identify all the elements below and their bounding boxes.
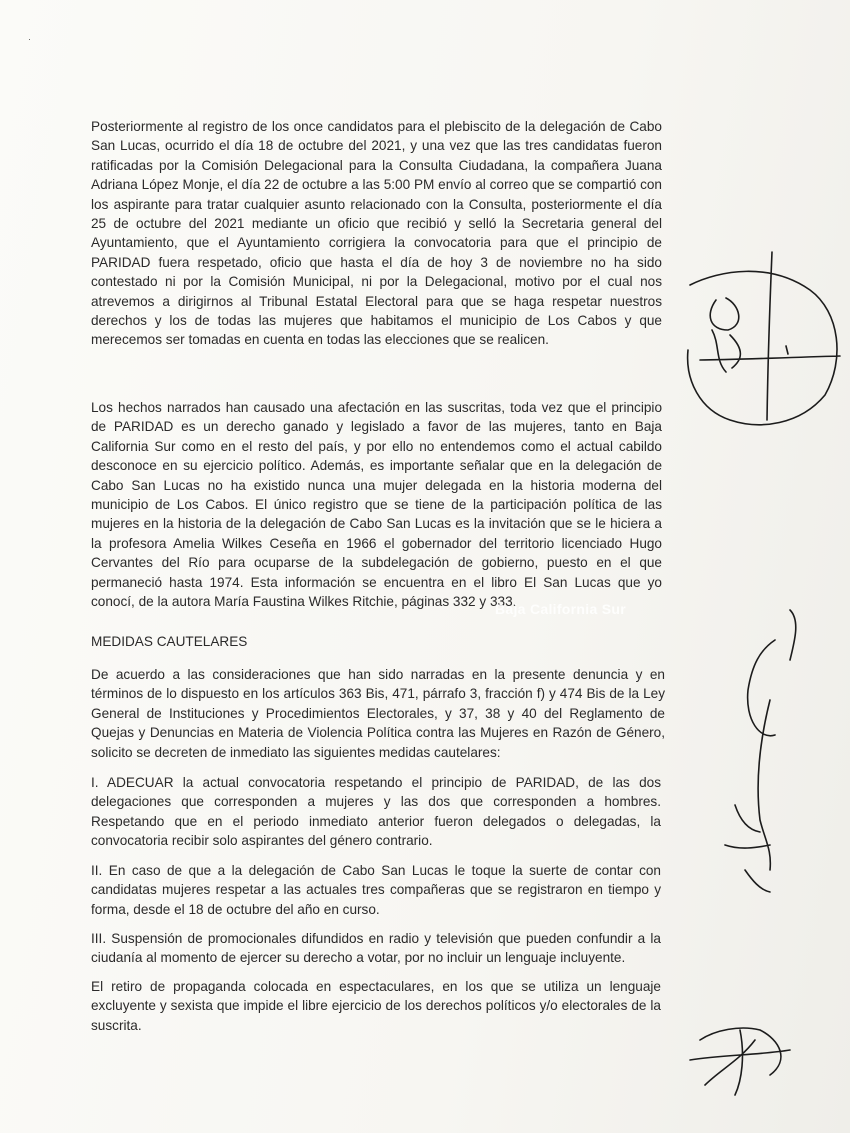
signature-3 [690,1028,790,1095]
paragraph-consideraciones: De acuerdo a las consideraciones que han sido narradas en la presente denuncia y en términos de lo dispuesto en los artículos 363 Bis, 471, párrafo 3, fracción f) y 474 Bis de la Ley General de Instituciones y Procedimientos Electorales, y 37, 38 y 40 del Reglamento de Quejas y Denuncias en Materia de Violencia Política contra las Mujeres en Razón de Género, solicito se decreten de inmediato las siguientes medidas cautelares: [91,667,665,760]
scan-mark: · [28,34,31,44]
measure-item-1: I. ADECUAR la actual convocatoria respetando el principio de PARIDAD, de las dos delegaciones que corresponden a mujeres y las dos que corresponden a hombres. Respetando que en el periodo inmediato anterior fueron delegados o delegadas, la convocatoria recibir solo aspirantes del género contrario. [91,775,661,849]
paragraph-hechos: Los hechos narrados han causado una afectación en las suscritas, toda vez que el principio de PARIDAD es un derecho ganado y legislado a favor de las mujeres, tanto en Baja California Sur como en el resto del país, y por ello no entendemos como el actual cabildo desconoce en su ejercicio político. Además, es importante señalar que en la delegación de Cabo San Lucas no ha existido nunca una mujer delegada en la historia moderna del municipio de Los Cabos. El único registro que se tiene de la participación política de las mujeres en la historia de la delegación de Cabo San Lucas es la invitación que se le hiciera a la profesora Amelia Wilkes Ceseña en 1966 el gobernador del territorio licenciado Hugo Cervantes del Río para ocuparse de la subdelegación de gobierno, puesto en el que permaneció hasta 1974. Esta información se encuentra en el libro El San Lucas que yo conocí, de la autora María Faustina Wilkes Ritchie, páginas 332 y 333. [91,400,662,610]
paragraph-registro: Posteriormente al registro de los once candidatos para el plebiscito de la delegación de Cabo San Lucas, ocurrido el día 18 de octubre del 2021, y una vez que las tres candidatas fueron ratificadas por la Comisión Delegacional para la Consulta Ciudadana, la compañera Juana Adriana López Monje, el día 22 de octubre a las 5:00 PM envío al correo que se compartió con los aspirante para tratar cualquier asunto relacionado con la Consulta, posteriormente el día 25 de octubre del 2021 mediante un oficio que recibió y selló la Secretaria general del Ayuntamiento, que el Ayuntamiento corrigiera la convocatoria para que el principio de PARIDAD fuera respetado, oficio que hasta el día de hoy 3 de noviembre no ha sido contestado ni por la Comisión Municipal, ni por la Delegacional, motivo por el cual nos atrevemos a dirigirnos al Tribunal Estatal Electoral para que se haga respetar nuestros derechos y los de todas las mujeres que habitamos el municipio de Los Cabos y que merecemos ser tomadas en cuenta en todas las elecciones que se realicen. [91,119,662,348]
watermark: Baja California Sur [495,601,626,617]
signature-1 [688,252,840,425]
signature-2 [725,610,796,892]
paragraph-retiro: El retiro de propaganda colocada en espectaculares, en los que se utiliza un lenguaje excluyente y sexista que impide el libre ejercicio de los derechos políticos y/o electorales de la suscrita. [91,979,661,1033]
measure-item-3: III. Suspensión de promocionales difundidos en radio y televisión que pueden confundir a la ciudanía al momento de ejercer su derecho a votar, por no incluir un lenguaje incluyente. [91,931,661,966]
section-heading: MEDIDAS CAUTELARES [91,634,248,649]
measure-item-2: II. En caso de que a la delegación de Cabo San Lucas le toque la suerte de contar con candidatas mujeres respetar a las actuales tres compañeras que se registraron en tiempo y forma, desde el 18 de octubre del año en curso. [91,863,661,917]
